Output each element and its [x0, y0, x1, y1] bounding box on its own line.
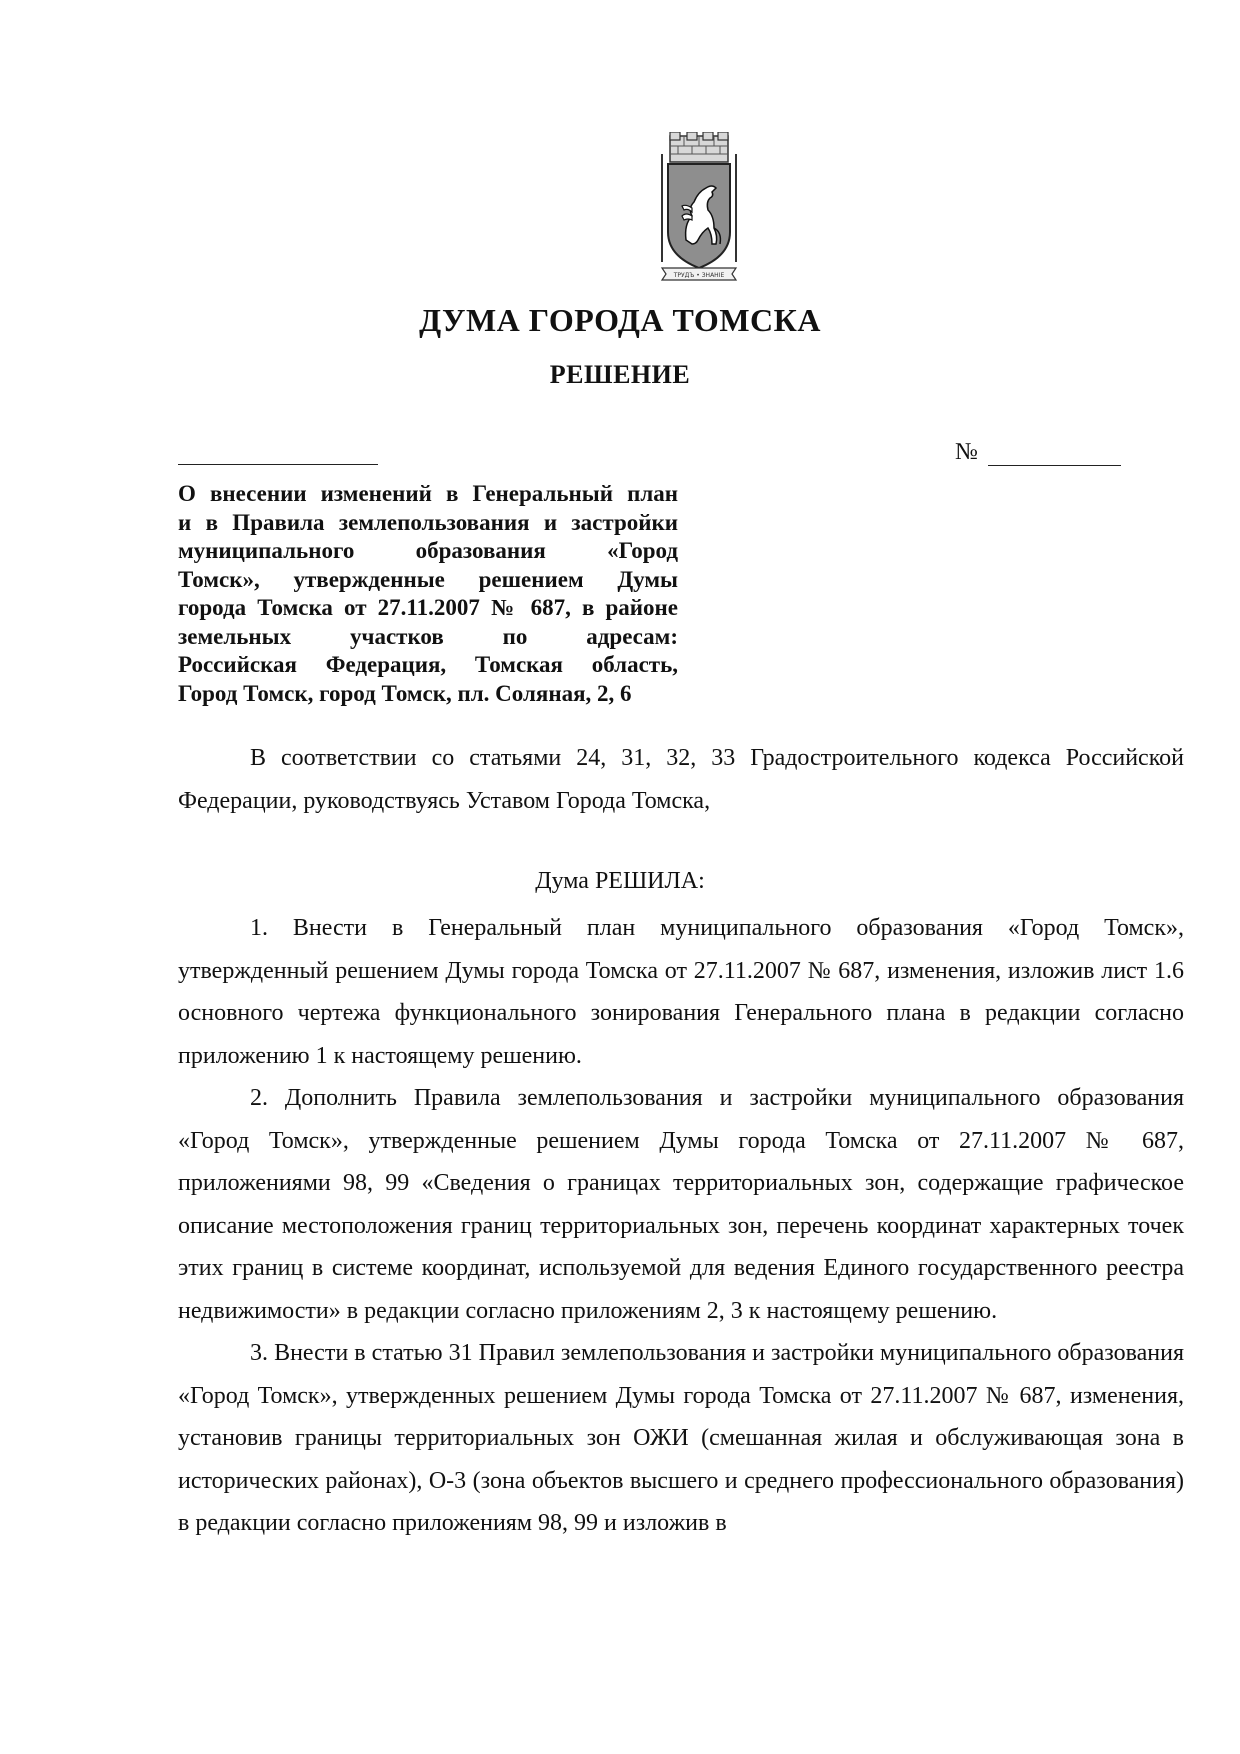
date-blank-line	[178, 440, 378, 465]
subject-line: Город Томск, город Томск, пл. Соляная, 2, 6	[178, 680, 632, 706]
preamble-paragraph: В соответствии со статьями 24, 31, 32, 33 Градостроительного кодекса Российской Федерации, руководствуясь Уставом Города Томска,	[178, 745, 1184, 814]
preamble-block	[178, 737, 1184, 822]
resolution-item-1: 1. Внести в Генеральный план муниципального образования «Город Томск», утвержденный решением Думы города Томска от 27.11.2007 № 687, изменения, изложив лист 1.6 основного чертежа функционального зонирования Генерального плана в редакции согласно приложению 1 к настоящему решению.	[178, 915, 1184, 1069]
subject-line: земельных участков по адресам:	[178, 623, 678, 649]
subject-line: О внесении изменений в Генеральный план	[178, 481, 678, 506]
subject-line: муниципального образования «Город	[178, 538, 678, 563]
number-blank-line	[988, 441, 1121, 466]
subject-line: и в Правила землепользования и застройки	[178, 509, 678, 535]
city-coat-of-arms-icon	[656, 132, 742, 284]
document-type: РЕШЕНИЕ	[549, 360, 691, 389]
emblem-motto: ТРУДЪ • ЗНАНIЕ	[673, 272, 725, 279]
document-number	[955, 438, 1121, 466]
document-subject	[178, 480, 678, 708]
resolved-heading: Дума РЕШИЛА:	[535, 868, 705, 894]
number-label: №	[955, 439, 978, 465]
resolution-item-2: 2. Дополнить Правила землепользования и застройки муниципального образования «Город Томск», утвержденные решением Думы города Томска от 27.11.2007 № 687, приложениями 98, 99 «Сведения о границах территориальных зон, содержащие графическое описание местоположения границ территориальных зон, перечень координат характерных точек этих границ в системе координат, используемой для ведения Единого государственного реестра недвижимости» в редакции согласно приложениям 2, 3 к настоящему решению.	[178, 1085, 1184, 1324]
resolution-items	[178, 907, 1184, 1545]
resolution-item-3: 3. Внести в статью 31 Правил землепользования и застройки муниципального образования «Город Томск», утвержденных решением Думы города Томска от 27.11.2007 № 687, изменения, установив границы территориальных зон ОЖИ (смешанная жилая и обслуживающая зона в исторических районах), О-3 (зона объектов высшего и среднего профессионального образования) в редакции согласно приложениям 98, 99 и изложив в	[178, 1340, 1184, 1536]
subject-line: Российская Федерация, Томская область,	[178, 652, 678, 677]
subject-line: города Томска от 27.11.2007 № 687, в районе	[178, 595, 678, 620]
organization-name: ДУМА ГОРОДА ТОМСКА	[419, 302, 821, 338]
subject-line: Томск», утвержденные решением Думы	[178, 566, 678, 592]
